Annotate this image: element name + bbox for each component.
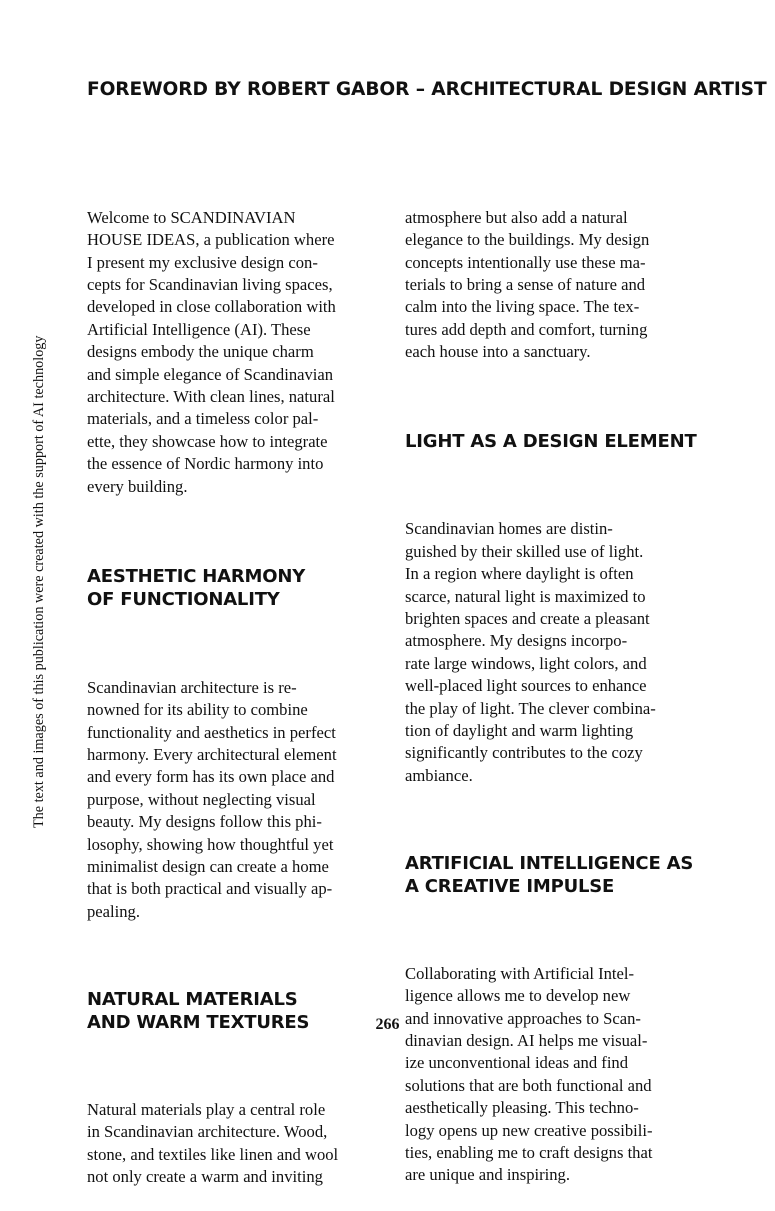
section-paragraph: Scandinavian architecture is re- nowned for its ability to combine functionality and aesthetics in perfect harmony. Every architectural element and every form has its own place and purpose, without neglecting visual beauty. My designs follow this phi- losophy, showing how thoughtful yet minimalist design can create a home that is both practical and visually ap- pealing. — [87, 677, 337, 921]
intro-paragraph: Welcome to SCANDINAVIAN HOUSE IDEAS, a publication where I present my exclusive design con- cepts for Scandinavian living spaces, developed in close collaboration with Artificial Intelligence (AI). These designs embody the unique charm and simple elegance of Scandinavian architecture. With clean lines, natural materials, and a timeless color pal- ette, they showcase how to integrate the essence of Nordic harmony into every building. — [87, 207, 336, 496]
page-number: 266 — [375, 1016, 400, 1033]
section-paragraph: Collaborating with Artificial Intel- ligence allows me to develop new and innovative approaches to Scan- dinavian design. AI helps me visual- ize unconventional ideas and find solutions that are both functional and aesthetically pleasing. This techno- logy opens up new creative possibili- ties, enabling me to craft designs that are unique and inspiring. — [405, 963, 653, 1185]
continuation-paragraph: atmosphere but also add a natural elegance to the buildings. My design concepts intentionally use these ma- terials to bring a sense of nature and calm into the living space. The tex- tures add depth and comfort, turning each house into a sanctuary. — [405, 207, 650, 362]
section-heading: AESTHETIC HARMONY OF FUNCTIONALITY — [87, 565, 306, 610]
section-heading: ARTIFICIAL INTELLIGENCE AS A CREATIVE IMPULSE — [405, 852, 694, 897]
section-heading: NATURAL MATERIALS AND WARM TEXTURES — [87, 989, 310, 1033]
section-paragraph: Natural materials play a central role in Scandinavian architecture. Wood, stone, and textiles like linen and wool not only create a warm and inviting — [87, 1099, 339, 1187]
side-note: The text and images of this publication were created with the support of AI technology — [31, 335, 47, 828]
section-heading: LIGHT AS A DESIGN ELEMENT — [405, 431, 697, 453]
right-column — [405, 162, 695, 1209]
left-column — [87, 162, 377, 1211]
section-paragraph: Scandinavian homes are distin- guished by their skilled use of light. In a region where daylight is often scarce, natural light is maximized to brighten spaces and create a pleasant atmosphere. My designs incorpo- rate large windows, light colors, and well-placed light sources to enhance the play of light. The clever combina- tion of daylight and warm lighting significantly contributes to the cozy ambiance. — [405, 519, 656, 785]
page-title: FOREWORD BY ROBERT GABOR – ARCHITECTURAL DESIGN ARTIST — [87, 79, 767, 100]
